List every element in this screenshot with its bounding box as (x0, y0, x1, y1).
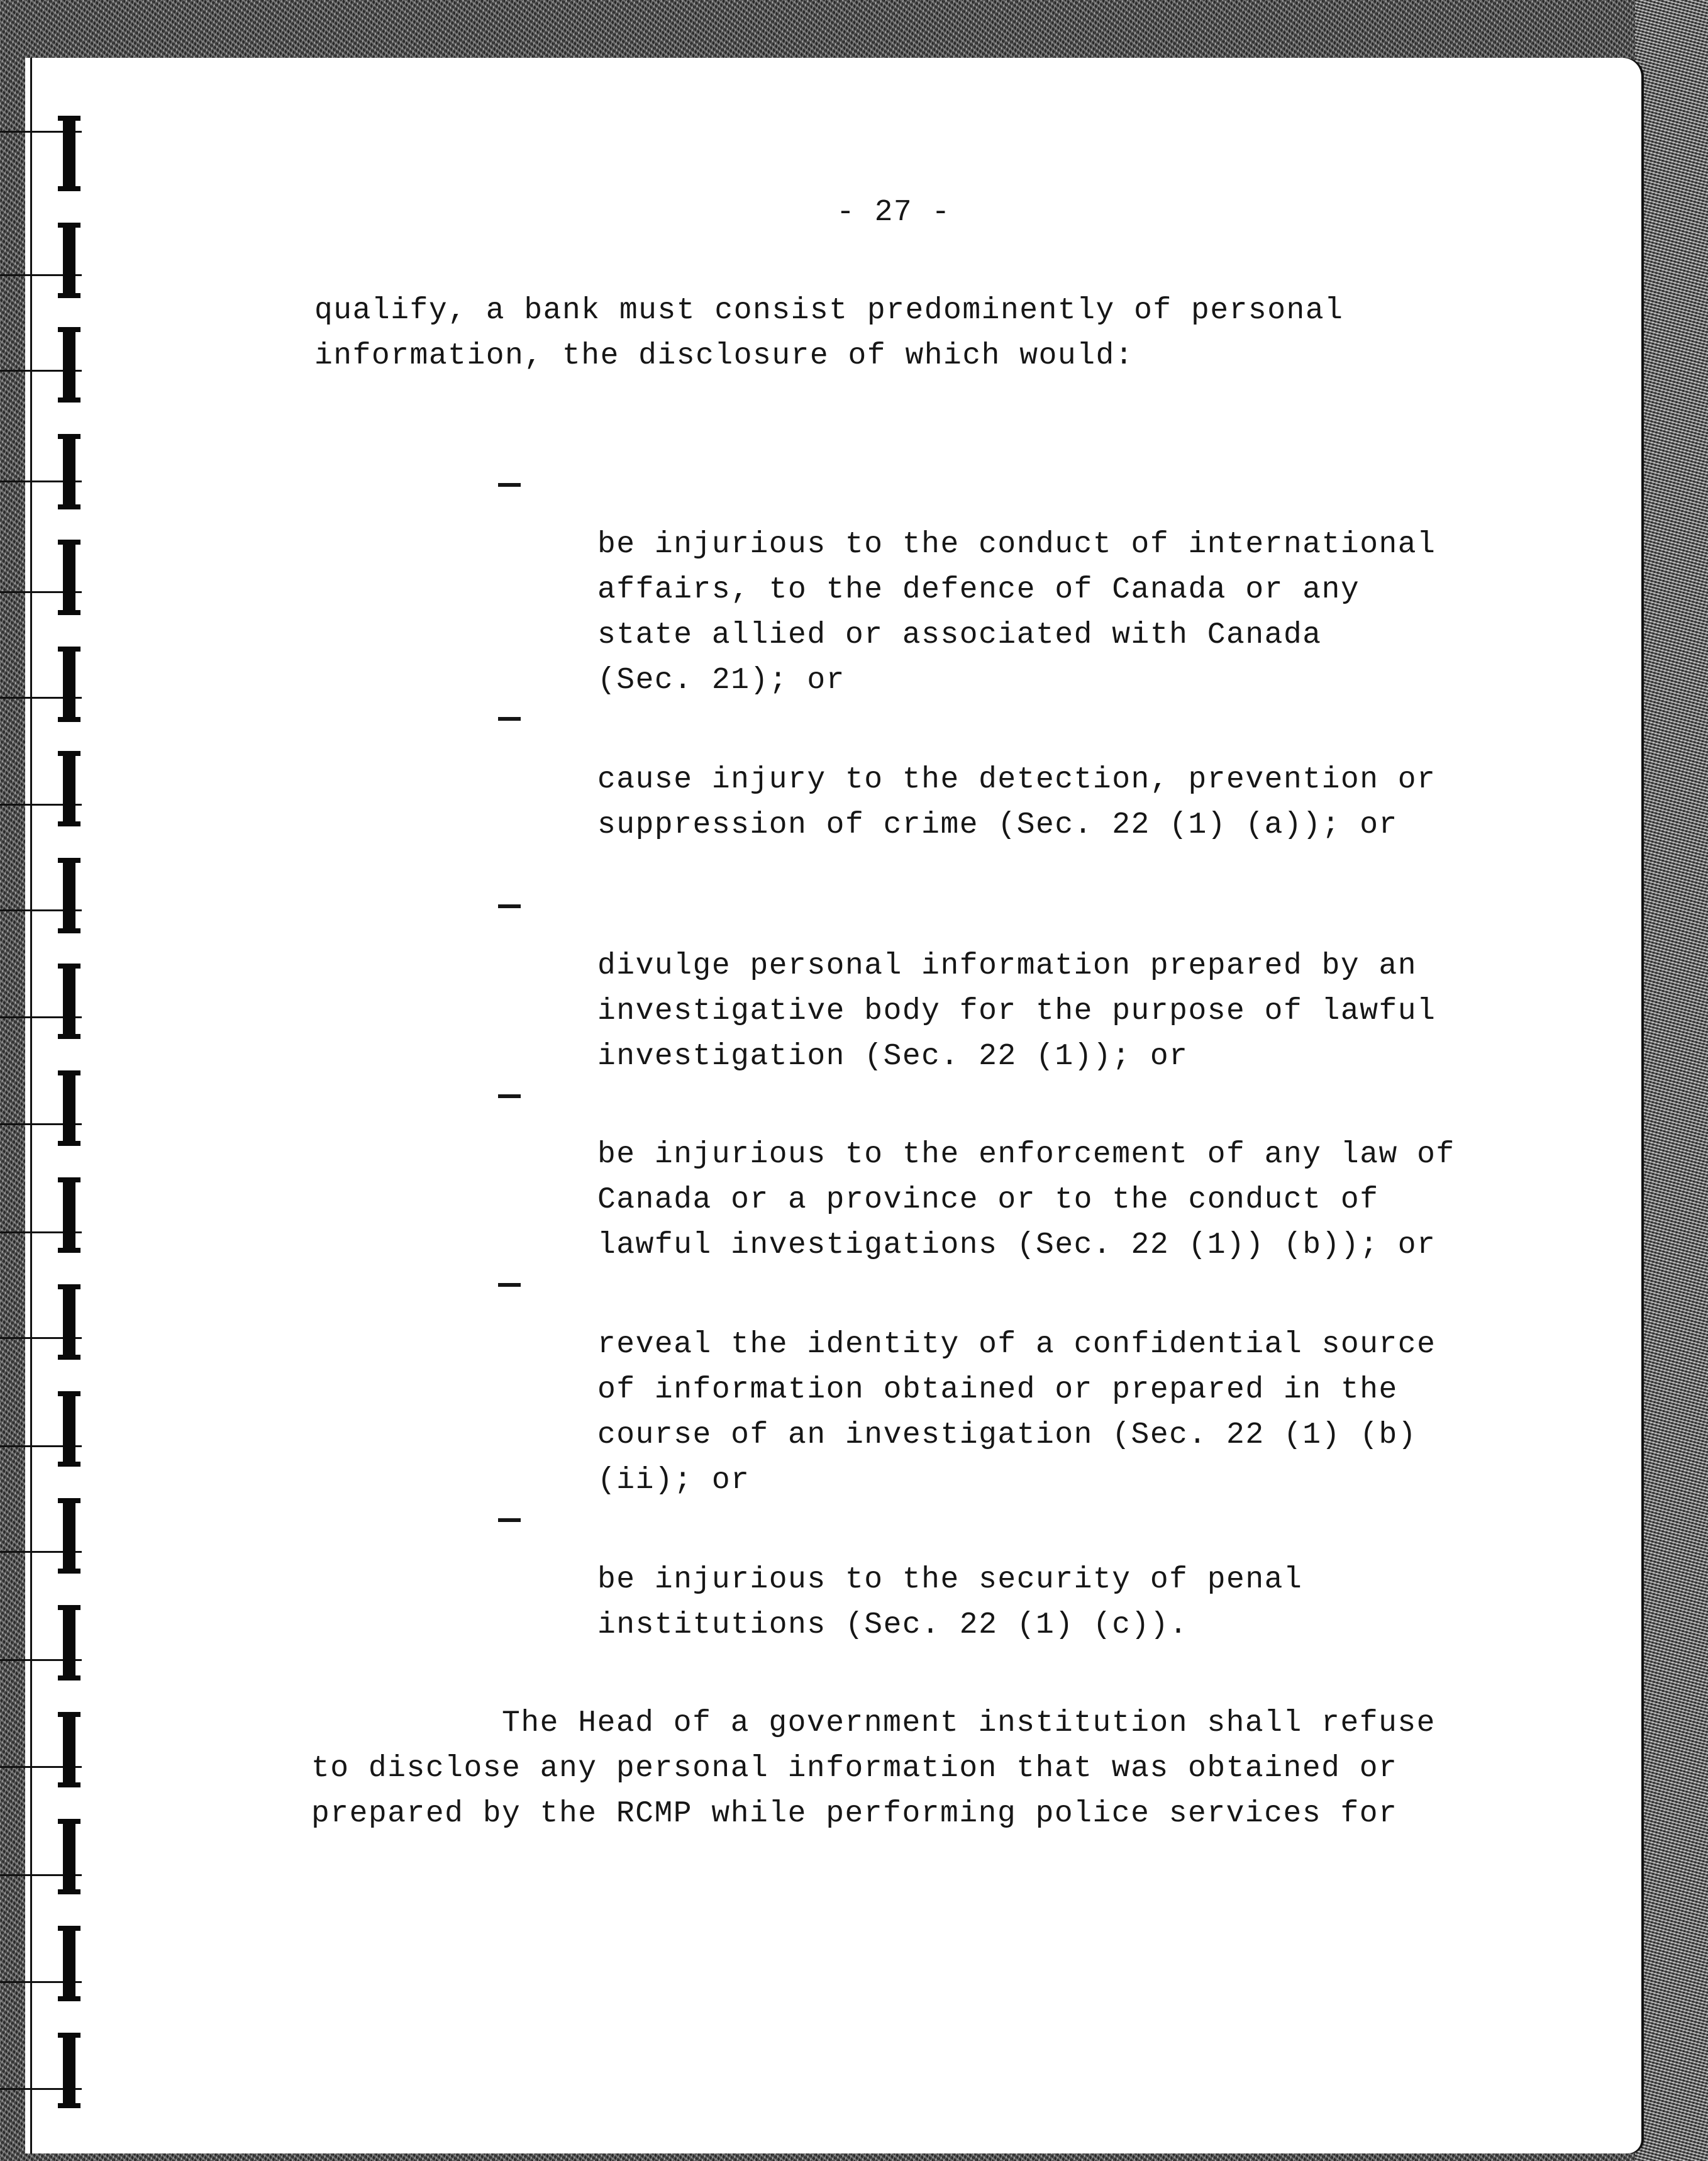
intro-line: qualify, a bank must consist predominently of personal (314, 294, 1344, 328)
binding-ring (63, 540, 75, 615)
binding-ring (63, 1070, 75, 1146)
closing-line: to disclose any personal information that was obtained or (311, 1752, 1398, 1786)
closing-line: The Head of a government institution shall refuse (311, 1706, 1436, 1740)
bullet-line: state allied or associated with Canada (597, 618, 1322, 652)
bullet-line: course of an investigation (Sec. 22 (1) (b) (597, 1418, 1417, 1452)
binding-ring (63, 1819, 75, 1894)
binding-ring (63, 2033, 75, 2108)
binding-ring (63, 964, 75, 1039)
closing-line: prepared by the RCMP while performing police services for (311, 1797, 1398, 1831)
bullet-line: institutions (Sec. 22 (1) (c)). (597, 1608, 1189, 1642)
bullet-line: be injurious to the security of penal (597, 1563, 1303, 1597)
bullet-item (597, 757, 1436, 848)
bullet-item (597, 1322, 1436, 1503)
bullet-line: suppression of crime (Sec. 22 (1) (a)); or (597, 808, 1398, 842)
binding-ring (63, 751, 75, 826)
scanner-right-edge (1635, 0, 1708, 2161)
bullet-line: reveal the identity of a confidential source (597, 1328, 1436, 1362)
bullet-line: affairs, to the defence of Canada or any (597, 573, 1360, 607)
bullet-line: (Sec. 21); or (597, 664, 845, 697)
bullet-item (597, 1132, 1455, 1268)
bullet-line: cause injury to the detection, prevention or (597, 763, 1436, 797)
intro-paragraph (314, 288, 1343, 379)
binding-ring (63, 1498, 75, 1574)
bullet-line: investigation (Sec. 22 (1)); or (597, 1040, 1189, 1074)
binding-ring (63, 223, 75, 298)
bullet-dash (498, 717, 521, 721)
bullet-line: Canada or a province or to the conduct of (597, 1183, 1379, 1217)
page-number: - 27 - (836, 196, 951, 230)
bullet-line: be injurious to the enforcement of any law of (597, 1138, 1455, 1172)
binding-ring (63, 1391, 75, 1467)
binding-ring (63, 327, 75, 403)
binding-ring (63, 647, 75, 722)
bullet-dash (498, 483, 521, 487)
bullet-item (597, 1557, 1302, 1648)
closing-paragraph (311, 1701, 1436, 1836)
bullet-line: (ii); or (597, 1464, 750, 1497)
binding-ring (63, 434, 75, 509)
bullet-dash (498, 1283, 521, 1287)
bullet-dash (498, 904, 521, 908)
bullet-item (597, 943, 1436, 1079)
bullet-line: divulge personal information prepared by an (597, 949, 1417, 983)
bullet-line: investigative body for the purpose of lawful (597, 994, 1436, 1028)
bullet-line: lawful investigations (Sec. 22 (1)) (b)); or (597, 1228, 1436, 1262)
binding-ring (63, 1926, 75, 2001)
bullet-item (597, 522, 1436, 703)
bullet-dash (498, 1094, 521, 1098)
binding-ring (63, 1605, 75, 1680)
document-page (25, 58, 1641, 2153)
intro-line: information, the disclosure of which would: (314, 339, 1134, 373)
spiral-binding (0, 58, 94, 2153)
binding-edge-line (30, 58, 32, 2153)
bullet-line: of information obtained or prepared in the (597, 1373, 1398, 1407)
bullet-dash (498, 1518, 521, 1522)
binding-ring (63, 858, 75, 933)
binding-ring (63, 1284, 75, 1360)
bullet-line: be injurious to the conduct of international (597, 528, 1436, 562)
binding-ring (63, 1177, 75, 1253)
binding-ring (63, 1712, 75, 1787)
binding-ring (63, 116, 75, 191)
